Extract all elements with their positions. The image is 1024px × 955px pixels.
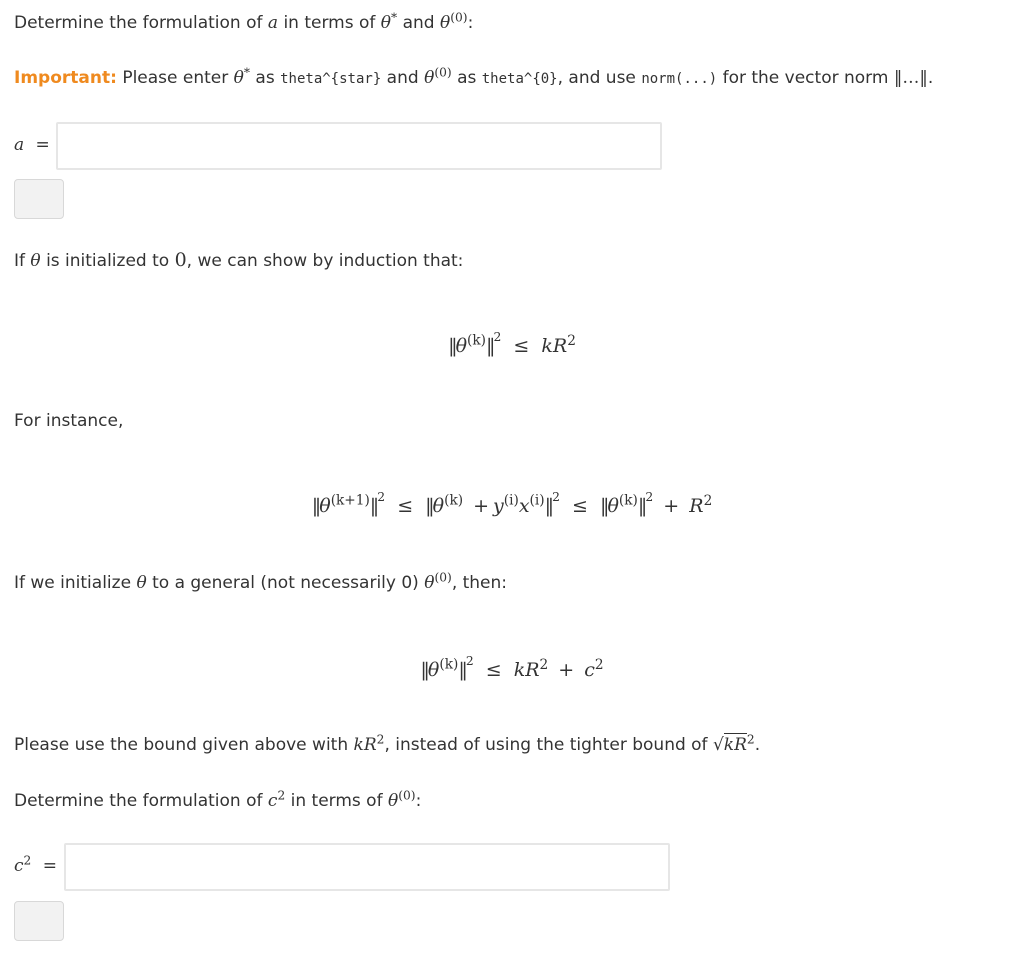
induction-text: If θ is initialized to 0, we can show by induction that:: [14, 249, 464, 271]
important-note: Important: Please enter θ* as theta^{star} and $\theta^{(0)}$ as theta^{0}, and use norm(...) for the vector norm ‖…‖.: [14, 65, 934, 88]
norm-symbol: ‖…‖: [893, 68, 928, 88]
question-a-prompt: Determine the formulation of a in terms of θ* and $\theta^{(0)}$:: [14, 10, 474, 33]
general-init-text: If we initialize θ to a general (not necessarily 0) $\theta^{(0)}$, then:: [14, 570, 508, 593]
answer-c2-label: $c^2$ =: [14, 853, 57, 876]
answer-c2-input[interactable]: [64, 843, 670, 891]
answer-c2-submit-button[interactable]: [14, 901, 64, 941]
code-theta-zero: theta^{0}: [481, 71, 558, 87]
question-c2-prompt: Determine the formulation of $c^2$ in terms of $\theta^{(0)}$:: [14, 788, 422, 811]
sqrt-symbol: √: [712, 735, 724, 755]
equation-general-bound: $‖\theta^{(k)}‖^2 \le kR^2 + c^2$: [420, 654, 604, 682]
bound-note-text: Please use the bound given above with $kR^2$, instead of using the tighter bound of $√kR^2$.: [14, 732, 761, 755]
answer-a-label: a =: [14, 135, 50, 155]
answer-a-input[interactable]: [56, 122, 662, 170]
equation-induction-bound: $‖\theta^{(k)}‖^2 \le kR^2$: [448, 330, 576, 358]
important-label: Important:: [14, 68, 117, 88]
equation-induction-step: $‖\theta^{(k+1)}‖^2$ ≤ $‖\theta^{(k)}$ + $y^{(i)}x^{(i)}‖^2$ ≤ $‖\theta^{(k)}‖^2 + R^2$: [311, 490, 713, 518]
code-norm: norm(...): [641, 71, 718, 87]
code-theta-star: theta^{star}: [280, 71, 382, 87]
answer-a-submit-button[interactable]: [14, 179, 64, 219]
for-instance-text: For instance,: [14, 411, 124, 431]
